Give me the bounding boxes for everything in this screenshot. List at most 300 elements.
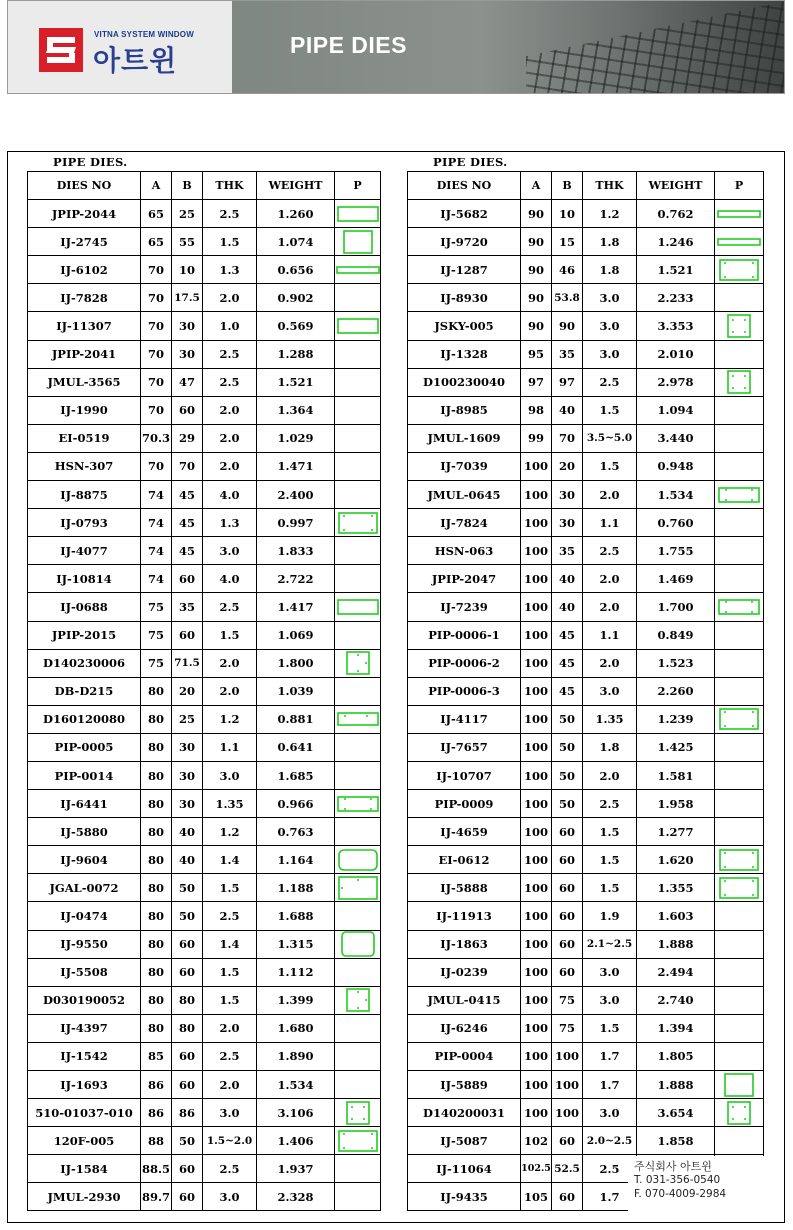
profile-cell xyxy=(715,565,764,593)
thk-cell: 1.2 xyxy=(203,818,257,846)
thk-cell: 2.0 xyxy=(203,396,257,424)
table-row xyxy=(28,790,381,818)
dies-no-cell: D100230040 xyxy=(408,368,521,396)
thk-cell: 1.3 xyxy=(203,256,257,284)
b-cell: 47 xyxy=(172,368,203,396)
b-cell: 75 xyxy=(552,986,583,1014)
a-cell: 100 xyxy=(521,930,552,958)
thk-cell: 1.1 xyxy=(203,733,257,761)
table-row xyxy=(408,1071,764,1099)
b-cell: 50 xyxy=(552,790,583,818)
weight-cell: 1.288 xyxy=(257,340,335,368)
weight-cell: 2.494 xyxy=(637,958,715,986)
a-cell: 95 xyxy=(521,340,552,368)
thk-cell: 3.0 xyxy=(583,986,637,1014)
b-cell: 53.8 xyxy=(552,284,583,312)
logo-tagline: VITNA SYSTEM WINDOW xyxy=(94,30,194,39)
left-dies-table xyxy=(27,171,381,1211)
a-cell: 80 xyxy=(141,846,172,874)
weight-cell: 0.966 xyxy=(257,790,335,818)
weight-cell: 1.755 xyxy=(637,537,715,565)
weight-cell: 2.328 xyxy=(257,1183,335,1211)
b-cell: 60 xyxy=(172,930,203,958)
a-cell: 74 xyxy=(141,481,172,509)
dies-no-cell: IJ-4659 xyxy=(408,818,521,846)
dies-no-cell: JPIP-2047 xyxy=(408,565,521,593)
a-cell: 100 xyxy=(521,902,552,930)
a-cell: 100 xyxy=(521,1099,552,1127)
col-b-header: B xyxy=(172,172,203,200)
dies-no-cell: PIP-0006-2 xyxy=(408,649,521,677)
table-row xyxy=(408,228,764,256)
weight-cell: 1.239 xyxy=(637,705,715,733)
table-row xyxy=(28,677,381,705)
table-row xyxy=(408,481,764,509)
b-cell: 60 xyxy=(552,902,583,930)
b-cell: 29 xyxy=(172,424,203,452)
thk-cell: 1.5 xyxy=(583,396,637,424)
profile-cell xyxy=(715,677,764,705)
weight-cell: 2.740 xyxy=(637,986,715,1014)
weight-cell: 1.858 xyxy=(637,1127,715,1155)
a-cell: 80 xyxy=(141,986,172,1014)
table-row xyxy=(28,200,381,228)
logo-name: 아트윈 xyxy=(93,44,178,77)
brand-logo-icon xyxy=(39,28,83,72)
b-cell: 60 xyxy=(172,1042,203,1070)
a-cell: 102.5 xyxy=(521,1155,552,1183)
thk-cell: 2.0 xyxy=(203,284,257,312)
profile-shape-icon xyxy=(715,1071,764,1099)
dies-no-cell: IJ-2745 xyxy=(28,228,141,256)
a-cell: 70 xyxy=(141,256,172,284)
thk-cell: 1.5 xyxy=(583,818,637,846)
table-row xyxy=(28,1014,381,1042)
table-row xyxy=(408,1042,764,1070)
a-cell: 88 xyxy=(141,1127,172,1155)
thk-cell: 1.8 xyxy=(583,228,637,256)
dies-no-cell: IJ-7824 xyxy=(408,509,521,537)
b-cell: 50 xyxy=(172,902,203,930)
thk-cell: 1.0 xyxy=(203,312,257,340)
a-cell: 100 xyxy=(521,874,552,902)
table-row xyxy=(408,649,764,677)
b-cell: 35 xyxy=(552,537,583,565)
b-cell: 45 xyxy=(172,509,203,537)
thk-cell: 1.5 xyxy=(583,846,637,874)
profile-shape-icon xyxy=(335,509,381,537)
weight-cell: 1.581 xyxy=(637,761,715,789)
b-cell: 75 xyxy=(552,1014,583,1042)
a-cell: 70 xyxy=(141,312,172,340)
profile-shape-icon xyxy=(715,705,764,733)
b-cell: 60 xyxy=(172,396,203,424)
b-cell: 35 xyxy=(552,340,583,368)
dies-no-cell: JMUL-2930 xyxy=(28,1183,141,1211)
dies-no-cell: PIP-0009 xyxy=(408,790,521,818)
dies-no-cell: JMUL-0645 xyxy=(408,481,521,509)
b-cell: 20 xyxy=(552,452,583,480)
b-cell: 50 xyxy=(552,733,583,761)
table-row xyxy=(408,1099,764,1127)
weight-cell: 1.394 xyxy=(637,1014,715,1042)
weight-cell: 1.399 xyxy=(257,986,335,1014)
profile-cell xyxy=(335,452,381,480)
thk-cell: 2.0 xyxy=(203,649,257,677)
weight-cell: 2.978 xyxy=(637,368,715,396)
a-cell: 100 xyxy=(521,1071,552,1099)
profile-cell xyxy=(335,733,381,761)
table-row xyxy=(408,874,764,902)
weight-cell: 0.656 xyxy=(257,256,335,284)
table-row xyxy=(28,1127,381,1155)
table-row xyxy=(408,902,764,930)
a-cell: 86 xyxy=(141,1099,172,1127)
weight-cell: 1.620 xyxy=(637,846,715,874)
weight-cell: 1.364 xyxy=(257,396,335,424)
table-row xyxy=(28,565,381,593)
b-cell: 60 xyxy=(552,846,583,874)
weight-cell: 0.641 xyxy=(257,733,335,761)
table-row xyxy=(408,958,764,986)
b-cell: 52.5 xyxy=(552,1155,583,1183)
b-cell: 70 xyxy=(552,424,583,452)
profile-cell xyxy=(715,452,764,480)
a-cell: 80 xyxy=(141,790,172,818)
weight-cell: 1.112 xyxy=(257,958,335,986)
thk-cell: 1.35 xyxy=(203,790,257,818)
thk-cell: 2.5 xyxy=(203,340,257,368)
profile-cell xyxy=(715,1127,764,1155)
table-row xyxy=(408,818,764,846)
weight-cell: 1.534 xyxy=(257,1071,335,1099)
profile-shape-icon xyxy=(335,593,381,621)
a-cell: 100 xyxy=(521,509,552,537)
thk-cell: 4.0 xyxy=(203,481,257,509)
b-cell: 55 xyxy=(172,228,203,256)
b-cell: 25 xyxy=(172,200,203,228)
b-cell: 80 xyxy=(172,986,203,1014)
thk-cell: 2.5 xyxy=(203,1042,257,1070)
thk-cell: 2.5 xyxy=(583,368,637,396)
dies-no-cell: PIP-0004 xyxy=(408,1042,521,1070)
table-row xyxy=(28,312,381,340)
weight-cell: 1.069 xyxy=(257,621,335,649)
logo-area xyxy=(8,1,232,94)
a-cell: 65 xyxy=(141,228,172,256)
table-row xyxy=(28,1183,381,1211)
profile-cell xyxy=(715,509,764,537)
profile-shape-icon xyxy=(715,481,764,509)
weight-cell: 1.425 xyxy=(637,733,715,761)
table-row xyxy=(408,930,764,958)
a-cell: 80 xyxy=(141,733,172,761)
weight-cell: 0.881 xyxy=(257,705,335,733)
b-cell: 60 xyxy=(552,958,583,986)
table-row xyxy=(28,1155,381,1183)
thk-cell: 1.1 xyxy=(583,509,637,537)
right-dies-table xyxy=(407,171,764,1211)
weight-cell: 1.688 xyxy=(257,902,335,930)
company-name: 주식회사 아트윈 xyxy=(634,1160,712,1173)
dies-no-cell: IJ-6102 xyxy=(28,256,141,284)
a-cell: 100 xyxy=(521,1042,552,1070)
b-cell: 100 xyxy=(552,1071,583,1099)
profile-cell xyxy=(715,986,764,1014)
dies-no-cell: IJ-5682 xyxy=(408,200,521,228)
profile-cell xyxy=(335,958,381,986)
thk-cell: 2.5 xyxy=(203,200,257,228)
table-row xyxy=(28,509,381,537)
table-row xyxy=(28,368,381,396)
table-row xyxy=(28,452,381,480)
thk-cell: 1.7 xyxy=(583,1042,637,1070)
table-row xyxy=(408,256,764,284)
dies-no-cell: IJ-9435 xyxy=(408,1183,521,1211)
b-cell: 60 xyxy=(552,818,583,846)
dies-no-cell: IJ-9604 xyxy=(28,846,141,874)
weight-cell: 1.523 xyxy=(637,649,715,677)
dies-no-cell: D160120080 xyxy=(28,705,141,733)
table-row xyxy=(408,284,764,312)
profile-cell xyxy=(715,340,764,368)
a-cell: 97 xyxy=(521,368,552,396)
dies-no-cell: IJ-0239 xyxy=(408,958,521,986)
a-cell: 100 xyxy=(521,705,552,733)
table-row xyxy=(28,1042,381,1070)
profile-shape-icon xyxy=(715,256,764,284)
profile-shape-icon xyxy=(335,790,381,818)
b-cell: 45 xyxy=(552,621,583,649)
weight-cell: 1.406 xyxy=(257,1127,335,1155)
col-profile-header: P xyxy=(335,172,381,200)
b-cell: 71.5 xyxy=(172,649,203,677)
table-row xyxy=(408,1127,764,1155)
weight-cell: 1.603 xyxy=(637,902,715,930)
table-row xyxy=(28,846,381,874)
weight-cell: 1.188 xyxy=(257,874,335,902)
dies-no-cell: IJ-5889 xyxy=(408,1071,521,1099)
table-row xyxy=(408,312,764,340)
weight-cell: 1.534 xyxy=(637,481,715,509)
profile-shape-icon xyxy=(715,593,764,621)
profile-cell xyxy=(715,733,764,761)
b-cell: 90 xyxy=(552,312,583,340)
dies-no-cell: IJ-4397 xyxy=(28,1014,141,1042)
thk-cell: 1.5 xyxy=(203,621,257,649)
thk-cell: 3.0 xyxy=(583,312,637,340)
table-row xyxy=(408,565,764,593)
fax-number: F. 070-4009-2984 xyxy=(634,1188,727,1200)
b-cell: 40 xyxy=(552,565,583,593)
thk-cell: 2.0 xyxy=(583,649,637,677)
a-cell: 70 xyxy=(141,396,172,424)
dies-no-cell: IJ-10707 xyxy=(408,761,521,789)
profile-shape-icon xyxy=(715,228,764,256)
b-cell: 45 xyxy=(552,677,583,705)
a-cell: 75 xyxy=(141,621,172,649)
thk-cell: 2.5 xyxy=(583,1155,637,1183)
a-cell: 80 xyxy=(141,677,172,705)
thk-cell: 1.4 xyxy=(203,930,257,958)
thk-cell: 2.0 xyxy=(203,452,257,480)
phone-number: T. 031-356-0540 xyxy=(634,1174,721,1186)
table-row xyxy=(408,677,764,705)
b-cell: 46 xyxy=(552,256,583,284)
b-cell: 40 xyxy=(552,593,583,621)
profile-shape-icon xyxy=(715,1099,764,1127)
table-row xyxy=(28,256,381,284)
profile-cell xyxy=(715,930,764,958)
weight-cell: 1.277 xyxy=(637,818,715,846)
weight-cell: 2.010 xyxy=(637,340,715,368)
table-row xyxy=(28,902,381,930)
profile-cell xyxy=(715,396,764,424)
thk-cell: 2.0 xyxy=(583,761,637,789)
table-row xyxy=(28,705,381,733)
profile-shape-icon xyxy=(715,200,764,228)
profile-shape-icon xyxy=(335,228,381,256)
dies-no-cell: JSKY-005 xyxy=(408,312,521,340)
a-cell: 80 xyxy=(141,874,172,902)
dies-no-cell: D140230006 xyxy=(28,649,141,677)
profile-cell xyxy=(715,902,764,930)
thk-cell: 3.0 xyxy=(583,958,637,986)
thk-cell: 1.5~2.0 xyxy=(203,1127,257,1155)
page-title: PIPE DIES xyxy=(290,32,407,58)
b-cell: 30 xyxy=(172,312,203,340)
b-cell: 30 xyxy=(172,340,203,368)
weight-cell: 1.958 xyxy=(637,790,715,818)
a-cell: 102 xyxy=(521,1127,552,1155)
thk-cell: 3.0 xyxy=(583,284,637,312)
b-cell: 30 xyxy=(552,481,583,509)
a-cell: 80 xyxy=(141,958,172,986)
a-cell: 74 xyxy=(141,537,172,565)
dies-no-cell: D030190052 xyxy=(28,986,141,1014)
thk-cell: 3.5~5.0 xyxy=(583,424,637,452)
profile-cell xyxy=(335,340,381,368)
profile-cell xyxy=(335,481,381,509)
b-cell: 100 xyxy=(552,1042,583,1070)
table-row xyxy=(408,986,764,1014)
b-cell: 50 xyxy=(552,705,583,733)
b-cell: 10 xyxy=(172,256,203,284)
a-cell: 105 xyxy=(521,1183,552,1211)
profile-shape-icon xyxy=(715,312,764,340)
thk-cell: 1.5 xyxy=(203,986,257,1014)
profile-shape-icon xyxy=(335,986,381,1014)
a-cell: 80 xyxy=(141,1014,172,1042)
thk-cell: 1.4 xyxy=(203,846,257,874)
dies-no-cell: 120F-005 xyxy=(28,1127,141,1155)
profile-shape-icon xyxy=(335,649,381,677)
table-row xyxy=(408,846,764,874)
b-cell: 60 xyxy=(172,958,203,986)
b-cell: 50 xyxy=(552,761,583,789)
table-row xyxy=(28,761,381,789)
building-photo xyxy=(526,1,785,94)
a-cell: 100 xyxy=(521,986,552,1014)
thk-cell: 2.5 xyxy=(203,1155,257,1183)
thk-cell: 2.5 xyxy=(203,368,257,396)
col-weight-header: WEIGHT xyxy=(257,172,335,200)
thk-cell: 2.0 xyxy=(583,481,637,509)
weight-cell: 2.400 xyxy=(257,481,335,509)
profile-shape-icon xyxy=(335,1099,381,1127)
col-dies-no-header: DIES NO xyxy=(408,172,521,200)
profile-cell xyxy=(335,284,381,312)
a-cell: 90 xyxy=(521,284,552,312)
b-cell: 60 xyxy=(552,1183,583,1211)
col-b-header: B xyxy=(552,172,583,200)
b-cell: 100 xyxy=(552,1099,583,1127)
dies-no-cell: IJ-6441 xyxy=(28,790,141,818)
b-cell: 30 xyxy=(172,790,203,818)
table-row xyxy=(28,621,381,649)
thk-cell: 3.0 xyxy=(583,677,637,705)
a-cell: 80 xyxy=(141,930,172,958)
weight-cell: 1.805 xyxy=(637,1042,715,1070)
a-cell: 74 xyxy=(141,509,172,537)
table-row xyxy=(408,593,764,621)
table-row xyxy=(408,396,764,424)
a-cell: 90 xyxy=(521,228,552,256)
table-row xyxy=(28,1099,381,1127)
dies-no-cell: JPIP-2041 xyxy=(28,340,141,368)
weight-cell: 0.849 xyxy=(637,621,715,649)
weight-cell: 3.106 xyxy=(257,1099,335,1127)
weight-cell: 1.471 xyxy=(257,452,335,480)
dies-no-cell: IJ-7657 xyxy=(408,733,521,761)
b-cell: 60 xyxy=(172,1071,203,1099)
weight-cell: 0.762 xyxy=(637,200,715,228)
thk-cell: 3.0 xyxy=(203,761,257,789)
a-cell: 80 xyxy=(141,902,172,930)
weight-cell: 1.315 xyxy=(257,930,335,958)
table-row xyxy=(28,733,381,761)
dies-no-cell: IJ-1328 xyxy=(408,340,521,368)
a-cell: 88.5 xyxy=(141,1155,172,1183)
dies-no-cell: IJ-4077 xyxy=(28,537,141,565)
weight-cell: 0.569 xyxy=(257,312,335,340)
col-dies-no-header: DIES NO xyxy=(28,172,141,200)
thk-cell: 1.35 xyxy=(583,705,637,733)
weight-cell: 1.469 xyxy=(637,565,715,593)
b-cell: 45 xyxy=(552,649,583,677)
weight-cell: 1.029 xyxy=(257,424,335,452)
weight-cell: 1.890 xyxy=(257,1042,335,1070)
dies-no-cell: IJ-5508 xyxy=(28,958,141,986)
b-cell: 50 xyxy=(172,1127,203,1155)
profile-cell xyxy=(335,621,381,649)
thk-cell: 2.1~2.5 xyxy=(583,930,637,958)
dies-no-cell: 510-01037-010 xyxy=(28,1099,141,1127)
dies-no-cell: PIP-0005 xyxy=(28,733,141,761)
dies-no-cell: IJ-9720 xyxy=(408,228,521,256)
b-cell: 60 xyxy=(172,621,203,649)
weight-cell: 1.685 xyxy=(257,761,335,789)
table-row xyxy=(28,481,381,509)
dies-no-cell: IJ-11913 xyxy=(408,902,521,930)
table-row xyxy=(28,228,381,256)
dies-no-cell: PIP-0006-3 xyxy=(408,677,521,705)
weight-cell: 0.997 xyxy=(257,509,335,537)
profile-cell xyxy=(335,1155,381,1183)
profile-shape-icon xyxy=(335,705,381,733)
thk-cell: 3.0 xyxy=(583,340,637,368)
dies-no-cell: EI-0612 xyxy=(408,846,521,874)
